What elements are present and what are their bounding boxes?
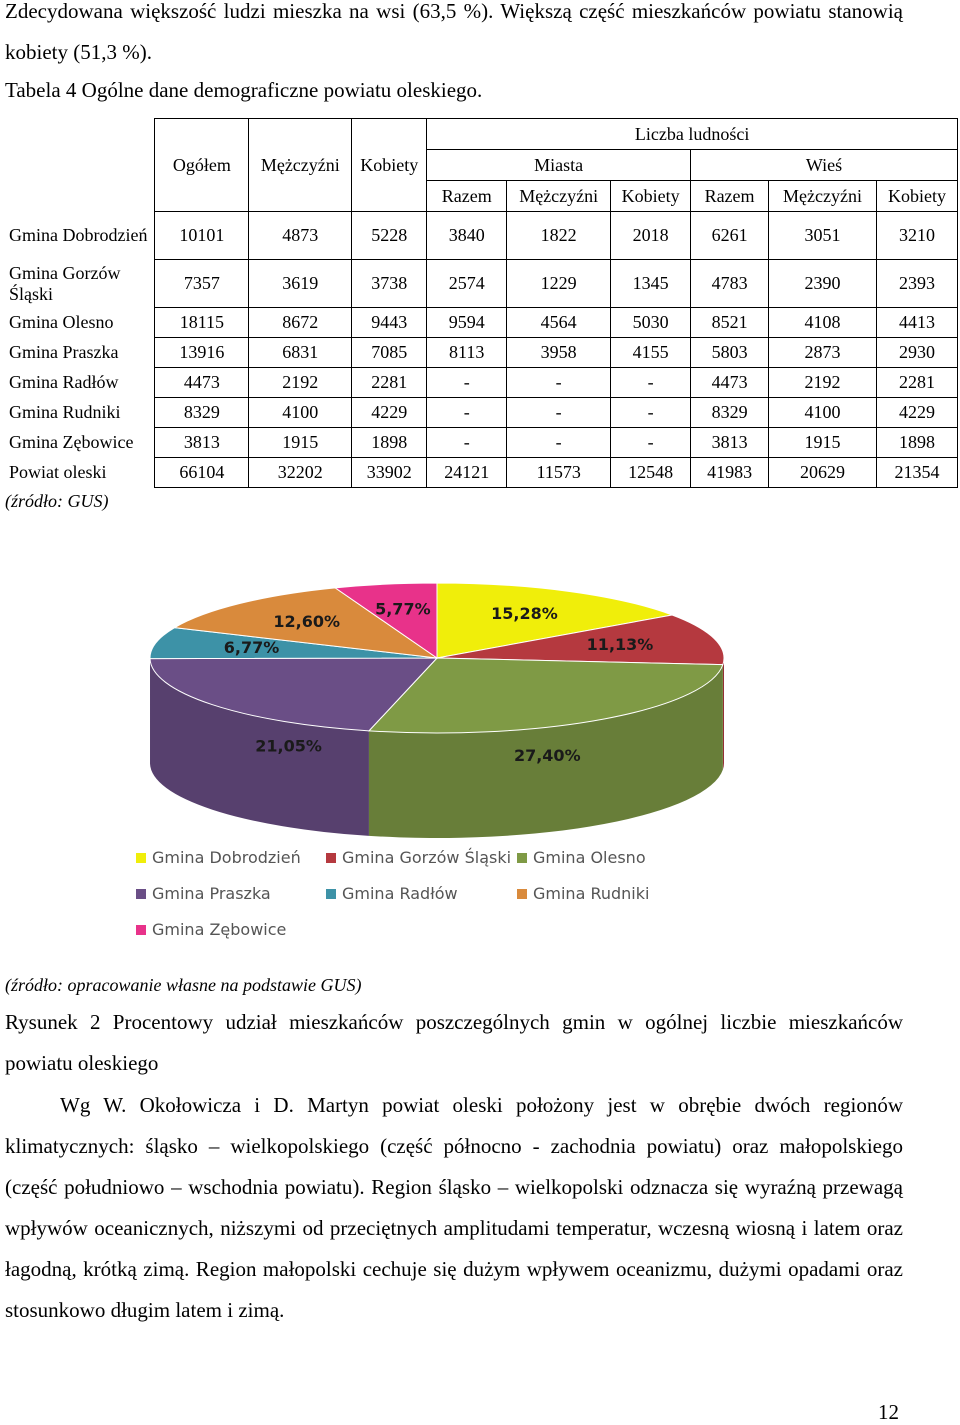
legend-label: Gmina Gorzów Śląski xyxy=(342,848,512,867)
table-cell: 3619 xyxy=(249,260,352,308)
table-cell: 2192 xyxy=(769,368,877,398)
table-cell: 2281 xyxy=(352,368,427,398)
legend-label: Gmina Radłów xyxy=(342,884,458,903)
legend-label: Gmina Praszka xyxy=(152,884,271,903)
table-cell: 2873 xyxy=(769,338,877,368)
table-cell: 1898 xyxy=(876,428,957,458)
header-total: Ogółem xyxy=(155,119,249,212)
legend-item xyxy=(517,848,646,867)
row-name: Gmina Dobrodzień xyxy=(5,212,155,260)
legend-label: Gmina Zębowice xyxy=(152,920,287,939)
row-name: Powiat oleski xyxy=(5,458,155,488)
legend-label: Gmina Dobrodzień xyxy=(152,848,301,867)
table-cell: 1345 xyxy=(611,260,691,308)
table-cell: - xyxy=(507,428,611,458)
table-cell: 6261 xyxy=(691,212,769,260)
pie-data-label: 15,28% xyxy=(491,604,558,624)
legend-item xyxy=(136,884,271,903)
header-men: Mężczyźni xyxy=(249,119,352,212)
legend-item xyxy=(326,848,511,867)
table-cell: 4783 xyxy=(691,260,769,308)
table-source: (źródło: GUS) xyxy=(5,491,109,511)
legend-swatch xyxy=(136,853,146,863)
table-cell: - xyxy=(427,398,507,428)
table-cell: 3813 xyxy=(155,428,249,458)
table-cell: 3738 xyxy=(352,260,427,308)
table-cell: 8329 xyxy=(155,398,249,428)
table-cell: 7085 xyxy=(352,338,427,368)
table-row xyxy=(5,212,958,260)
table-cell: 8521 xyxy=(691,308,769,338)
table-cell: 4100 xyxy=(249,398,352,428)
row-name: Gmina Gorzów Śląski xyxy=(5,260,155,308)
table-cell: 24121 xyxy=(427,458,507,488)
table-cell: - xyxy=(507,398,611,428)
table-cell: - xyxy=(611,428,691,458)
row-name: Gmina Zębowice xyxy=(5,428,155,458)
header-cities-women: Kobiety xyxy=(611,181,691,212)
legend-swatch xyxy=(136,925,146,935)
header-women: Kobiety xyxy=(352,119,427,212)
table-cell: 3210 xyxy=(876,212,957,260)
table-cell: 33902 xyxy=(352,458,427,488)
table-cell: 10101 xyxy=(155,212,249,260)
pie-data-label: 5,77% xyxy=(375,599,431,619)
table-cell: 18115 xyxy=(155,308,249,338)
table-cell: 9443 xyxy=(352,308,427,338)
table-cell: 2018 xyxy=(611,212,691,260)
table-cell: - xyxy=(507,368,611,398)
table-cell: 2192 xyxy=(249,368,352,398)
table-cell: 1822 xyxy=(507,212,611,260)
table-cell: 4229 xyxy=(876,398,957,428)
legend-item xyxy=(136,848,301,867)
table-cell: 3958 xyxy=(507,338,611,368)
table-cell: 4229 xyxy=(352,398,427,428)
table-cell: 2390 xyxy=(769,260,877,308)
row-name: Gmina Radłów xyxy=(5,368,155,398)
table-row xyxy=(5,368,958,398)
table-cell: 66104 xyxy=(155,458,249,488)
row-name: Gmina Praszka xyxy=(5,338,155,368)
table-row xyxy=(5,308,958,338)
table-cell: 1229 xyxy=(507,260,611,308)
table-cell: 4873 xyxy=(249,212,352,260)
pie-slice-side xyxy=(723,658,724,770)
table-cell: 2930 xyxy=(876,338,957,368)
table-cell: - xyxy=(611,398,691,428)
table-row xyxy=(5,428,958,458)
header-villages-women: Kobiety xyxy=(876,181,957,212)
legend-swatch xyxy=(326,853,336,863)
table-cell: 21354 xyxy=(876,458,957,488)
table-cell: 3051 xyxy=(769,212,877,260)
header-villages-men: Mężczyźni xyxy=(769,181,877,212)
header-cities-total: Razem xyxy=(427,181,507,212)
pie-data-label: 11,13% xyxy=(586,635,654,655)
table-row xyxy=(5,260,958,308)
legend-item xyxy=(517,884,649,903)
table-caption: Tabela 4 Ogólne dane demograficzne powiatu oleskiego. xyxy=(5,78,483,102)
table-cell: - xyxy=(611,368,691,398)
legend-item xyxy=(326,884,458,903)
header-cities-men: Mężczyźni xyxy=(507,181,611,212)
table-cell: 3840 xyxy=(427,212,507,260)
legend-swatch xyxy=(517,889,527,899)
figure-source: (źródło: opracowanie własne na podstawie GUS) xyxy=(5,975,362,995)
table-cell: 4108 xyxy=(769,308,877,338)
figure-caption: Rysunek 2 Procentowy udział mieszkańców poszczególnych gmin w ogólnej liczbie mieszkańców powiatu oleskiego xyxy=(5,1010,903,1075)
table-cell: 3813 xyxy=(691,428,769,458)
table-cell: 8329 xyxy=(691,398,769,428)
table-cell: 4473 xyxy=(155,368,249,398)
pie-data-label: 27,40% xyxy=(513,745,581,765)
header-cities: Miasta xyxy=(427,150,691,181)
chart-legend xyxy=(136,848,736,958)
pie-data-label: 12,60% xyxy=(273,612,341,632)
legend-item xyxy=(136,920,286,939)
table-cell: 9594 xyxy=(427,308,507,338)
table-cell: 8672 xyxy=(249,308,352,338)
table-cell: 12548 xyxy=(611,458,691,488)
legend-label: Gmina Olesno xyxy=(533,848,646,867)
table-cell: 4100 xyxy=(769,398,877,428)
table-cell: - xyxy=(427,428,507,458)
body-paragraph: Wg W. Okołowicza i D. Martyn powiat oleski położony jest w obrębie dwóch regionów klimatycznych: śląsko – wielkopolskiego (część północno - zachodnia powiatu) oraz małopolskiego (część południowo – wschodnia powiatu). Region śląsko – wielkopolski odznacza się wyraźną przewagą wpływów oceanicznych, niższymi od przeciętnych amplitudami temperatur, wczesną wiosną i latem oraz łagodną, krótką zimą. Region małopolski cechuje się dużym wpływem oceanizmu, dużymi opadami oraz stosunkowo długim latem i zimą. xyxy=(5,1093,903,1322)
table-cell: 41983 xyxy=(691,458,769,488)
legend-swatch xyxy=(517,853,527,863)
pie-data-label: 21,05% xyxy=(255,736,322,756)
table-cell: 2574 xyxy=(427,260,507,308)
table-row xyxy=(5,458,958,488)
legend-label: Gmina Rudniki xyxy=(533,884,650,903)
table-cell: 5228 xyxy=(352,212,427,260)
table-cell: - xyxy=(427,368,507,398)
table-cell: 4413 xyxy=(876,308,957,338)
table-cell: 4564 xyxy=(507,308,611,338)
table-cell: 32202 xyxy=(249,458,352,488)
intro-paragraph: Zdecydowana większość ludzi mieszka na wsi (63,5 %). Większą część mieszkańców powiatu stanowią kobiety (51,3 %). xyxy=(5,0,903,64)
table-cell: 13916 xyxy=(155,338,249,368)
page-number: 12 xyxy=(878,1400,899,1424)
header-villages-total: Razem xyxy=(691,181,769,212)
row-name: Gmina Rudniki xyxy=(5,398,155,428)
table-cell: 1898 xyxy=(352,428,427,458)
table-cell: 4155 xyxy=(611,338,691,368)
pie-chart xyxy=(140,580,740,850)
table-cell: 4473 xyxy=(691,368,769,398)
table-cell: 5803 xyxy=(691,338,769,368)
pie-data-label: 6,77% xyxy=(223,637,280,657)
row-name: Gmina Olesno xyxy=(5,308,155,338)
table-cell: 6831 xyxy=(249,338,352,368)
table-cell: 1915 xyxy=(769,428,877,458)
header-villages: Wieś xyxy=(691,150,958,181)
demographics-table xyxy=(5,118,958,488)
table-cell: 1915 xyxy=(249,428,352,458)
table-cell: 2393 xyxy=(876,260,957,308)
table-row xyxy=(5,398,958,428)
table-cell: 5030 xyxy=(611,308,691,338)
table-cell: 11573 xyxy=(507,458,611,488)
table-cell: 8113 xyxy=(427,338,507,368)
table-cell: 7357 xyxy=(155,260,249,308)
legend-swatch xyxy=(326,889,336,899)
header-population: Liczba ludności xyxy=(427,119,958,150)
legend-swatch xyxy=(136,889,146,899)
table-cell: 2281 xyxy=(876,368,957,398)
table-row xyxy=(5,338,958,368)
table-cell: 20629 xyxy=(769,458,877,488)
